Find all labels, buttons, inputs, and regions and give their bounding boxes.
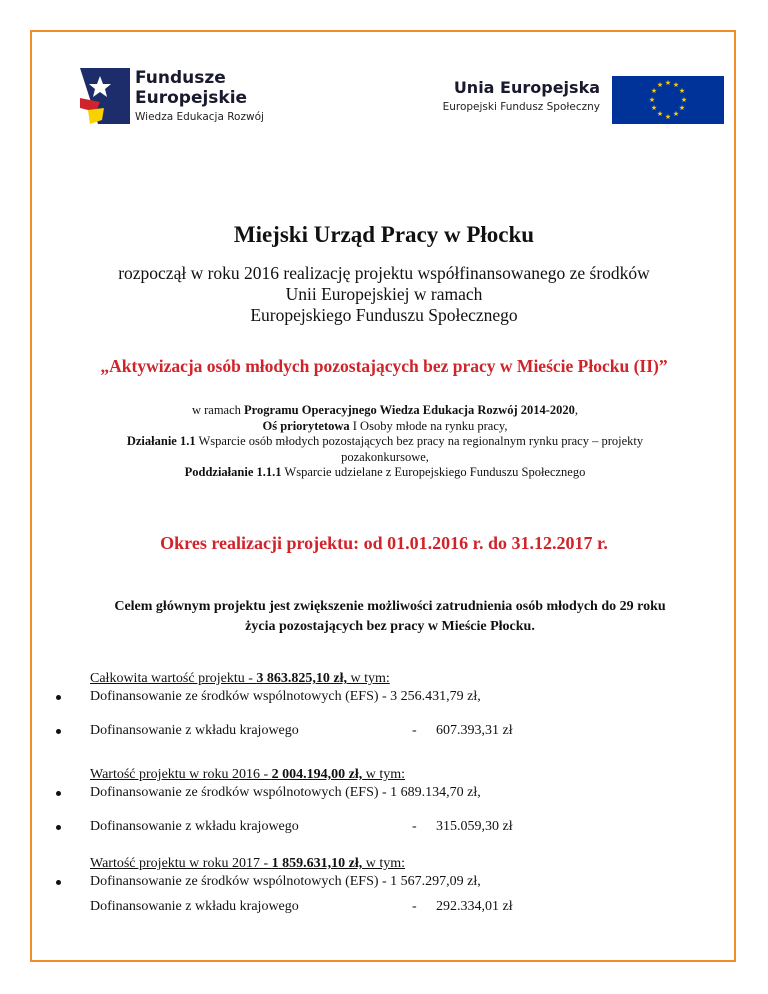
program-prefix: w ramach — [191, 403, 245, 417]
program-line-5 — [60, 465, 710, 481]
finance-efs-row — [90, 873, 690, 891]
finance-national-amount: 607.393,31 zł — [436, 723, 513, 738]
fundusze-europejskie-star-icon — [80, 68, 132, 124]
measure-label: Działanie 1.1 — [126, 434, 196, 448]
bullet-icon — [56, 825, 61, 830]
project-name: „Aktywizacja osób młodych pozostających bez pracy w Mieście Płocku (II)” — [100, 356, 668, 376]
svg-text:★: ★ — [664, 113, 672, 121]
finance-efs-row — [90, 688, 690, 706]
intro-line-1: rozpoczął w roku 2016 realizację projektu współfinansowanego ze środków — [118, 263, 650, 283]
program-line-3 — [60, 434, 710, 450]
fe-logo-line1: Fundusze — [135, 68, 226, 88]
priority-axis-text: I Osoby młode na rynku pracy, — [349, 418, 508, 433]
finance-head-amount: 2 004.194,00 zł, — [271, 767, 363, 782]
project-period: Okres realizacji projektu: od 01.01.2016 r. do 31.12.2017 r. — [160, 533, 608, 553]
svg-text:★: ★ — [656, 110, 664, 118]
program-line-2 — [60, 419, 710, 435]
measure-text: Wsparcie osób młodych pozostających bez pracy na regionalnym rynku pracy – projekty — [195, 434, 644, 448]
svg-text:★: ★ — [672, 81, 680, 89]
program-suffix: , — [574, 403, 579, 417]
ue-logo-line1: Unia Europejska — [453, 78, 600, 97]
finance-head-amount: 3 863.825,10 zł, — [256, 671, 348, 686]
svg-text:★: ★ — [648, 96, 656, 104]
priority-axis-label: Oś priorytetowa — [262, 418, 350, 433]
finance-efs-text: Dofinansowanie ze środków wspólnotowych (EFS) - 1 567.297,09 zł, — [90, 874, 481, 889]
svg-text:★: ★ — [650, 87, 658, 95]
finance-head — [90, 766, 690, 784]
finance-head-amount: 1 859.631,10 zł, — [271, 856, 363, 871]
svg-text:★: ★ — [678, 87, 686, 95]
project-goal — [60, 597, 720, 637]
finance-efs-row — [90, 784, 690, 802]
svg-text:★: ★ — [664, 79, 672, 87]
svg-text:★: ★ — [656, 81, 664, 89]
bullet-icon — [56, 695, 61, 700]
svg-text:★: ★ — [672, 110, 680, 118]
submeasure-label: Poddziałanie 1.1.1 — [184, 465, 282, 479]
program-line-1 — [60, 403, 710, 419]
finance-head-text: Wartość projektu w roku 2016 - 2 004.194,00 zł, w tym: — [90, 767, 406, 782]
program-info — [60, 403, 710, 481]
page-title: Miejski Urząd Pracy w Płocku — [233, 222, 535, 247]
svg-text:★: ★ — [678, 104, 686, 112]
program-line-4: pozakonkursowe, — [341, 449, 429, 464]
intro-text — [0, 263, 768, 326]
bullet-icon — [56, 791, 61, 796]
bullet-icon — [56, 880, 61, 885]
finance-block-2016 — [90, 766, 690, 836]
goal-line-2: życia pozostających bez pracy w Mieście Płocku. — [245, 619, 535, 634]
ue-logo-line2: Europejski Fundusz Społeczny — [442, 101, 600, 113]
finance-efs-text: Dofinansowanie ze środków wspólnotowych (EFS) - 3 256.431,79 zł, — [90, 689, 481, 704]
finance-efs-text: Dofinansowanie ze środków wspólnotowych (EFS) - 1 689.134,70 zł, — [90, 785, 481, 800]
finance-national-dash: - — [412, 899, 417, 914]
goal-line-1: Celem głównym projektu jest zwiększenie możliwości zatrudnienia osób młodych do 29 roku — [114, 599, 666, 614]
finance-national-amount: 292.334,01 zł — [436, 899, 513, 914]
finance-national-amount: 315.059,30 zł — [436, 819, 513, 834]
intro-line-2: Unii Europejskiej w ramach — [285, 284, 483, 304]
finance-national-label: Dofinansowanie z wkładu krajowego — [90, 819, 299, 834]
finance-head — [90, 855, 690, 873]
finance-head-text: Całkowita wartość projektu - 3 863.825,10 zł, w tym: — [90, 671, 390, 686]
fe-logo-line3: Wiedza Edukacja Rozwój — [135, 111, 264, 123]
finance-head — [90, 670, 690, 688]
svg-text:★: ★ — [650, 104, 658, 112]
finance-block-2017 — [90, 855, 690, 916]
program-name: Programu Operacyjnego Wiedza Edukacja Rozwój 2014-2020 — [244, 403, 575, 417]
finance-block-total — [90, 670, 690, 740]
fe-logo-line2: Europejskie — [135, 88, 248, 108]
finance-national-row — [90, 898, 690, 916]
finance-head-text: Wartość projektu w roku 2017 - 1 859.631,10 zł, w tym: — [90, 856, 406, 871]
finance-national-row — [90, 818, 690, 836]
svg-text:★: ★ — [680, 96, 688, 104]
finance-national-label: Dofinansowanie z wkładu krajowego — [90, 723, 299, 738]
submeasure-text: Wsparcie udzielane z Europejskiego Funduszu Społecznego — [281, 465, 586, 479]
finance-national-dash: - — [412, 723, 417, 738]
intro-line-3: Europejskiego Funduszu Społecznego — [250, 305, 518, 325]
eu-flag-icon — [612, 76, 724, 124]
finance-national-dash: - — [412, 819, 417, 834]
finance-national-row — [90, 722, 690, 740]
finance-national-label: Dofinansowanie z wkładu krajowego — [90, 899, 299, 914]
bullet-icon — [56, 729, 61, 734]
